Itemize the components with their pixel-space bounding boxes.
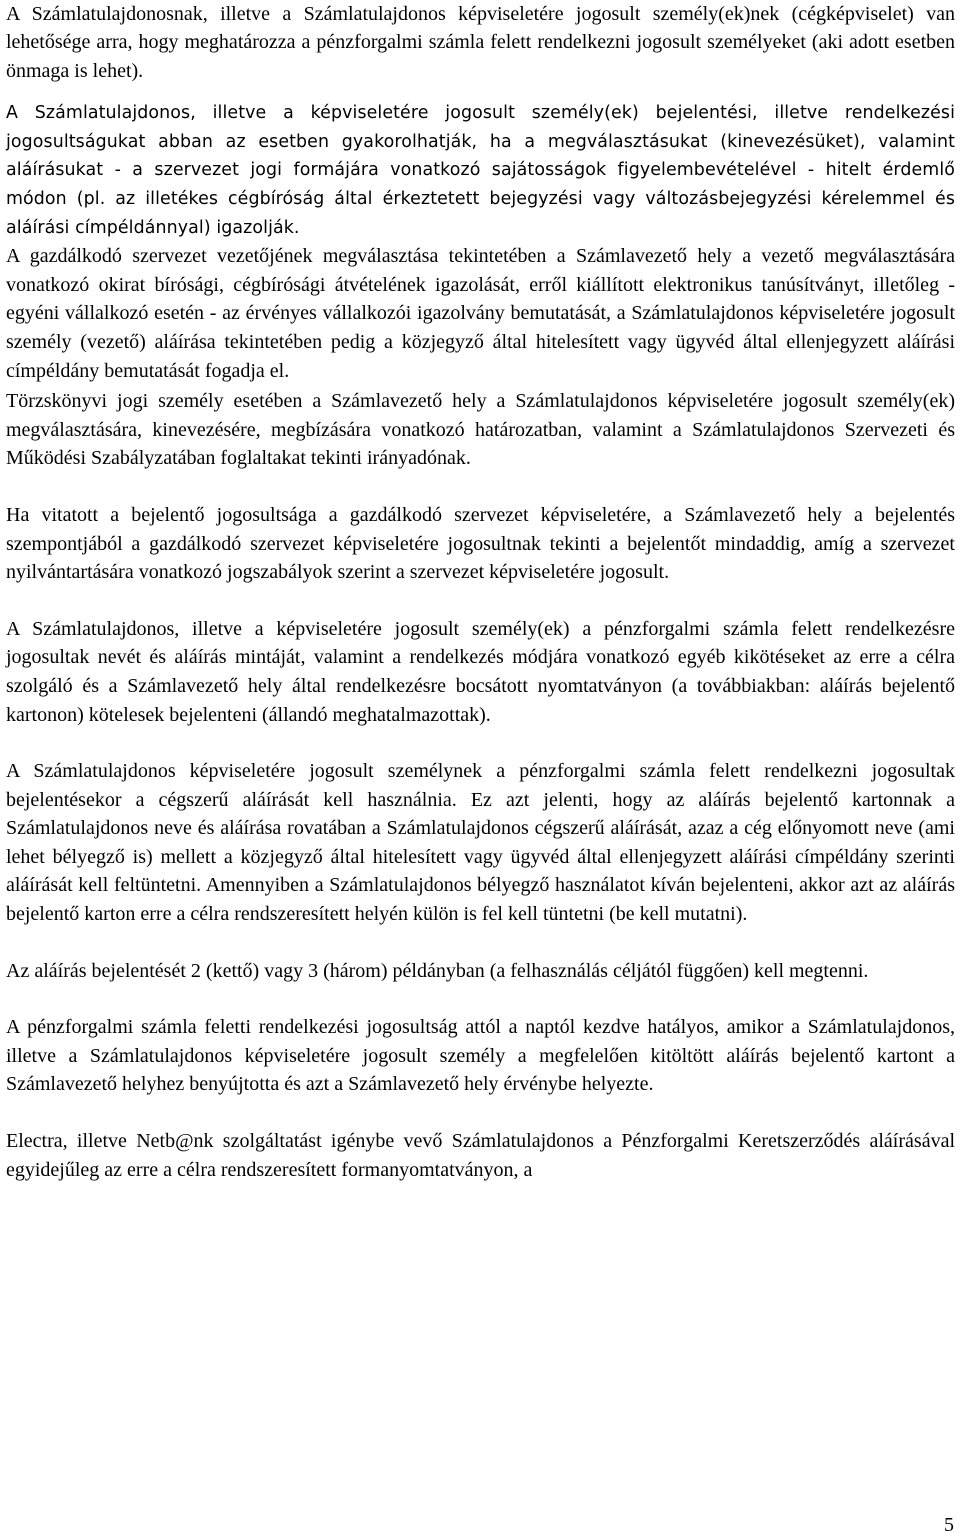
paragraph-electra-netbank: Electra, illetve Netb@nk szolgáltatást igénybe vevő Számlatulajdonos a Pénzforgalmi Keretszerződés aláírásával egyidejűleg az erre a célra rendszeresített formanyomtatványon, a	[6, 1130, 955, 1181]
document-page	[6, 0, 955, 1184]
paragraph-intro: A Számlatulajdonosnak, illetve a Számlatulajdonos képviseletére jogosult személy(ek)nek (cégképviselet) van lehetősége arra, hogy meghatározza a pénzforgalmi számla felett rendelkezni jogosult személyeket (aki adott esetben önmaga is lehet).	[6, 3, 955, 82]
paragraph-public-body: Törzskönyvi jogi személy esetében a Számlavezető hely a Számlatulajdonos képviseletére jogosult személy(ek) megválasztására, kinevezésére, megbízására vonatkozó határozatban, valamint a Számlatulajdonos Szervezeti és Működési Szabályzatában foglaltakat tekinti irányadónak.	[6, 390, 955, 470]
paragraph-signature-card: A Számlatulajdonos, illetve a képviseletére jogosult személy(ek) a pénzforgalmi számla felett rendelkezésre jogosultak nevét és aláírás mintáját, valamint a rendelkezés módjára vonatkozó egyéb kikötéseket az erre a célra szolgáló és a Számlavezető hely által rendelkezésre bocsátott nyomtatványon (a továbbiakban: aláírás bejelentő kartonon) kötelesek bejelenteni (állandó meghatalmazottak).	[6, 617, 955, 726]
page-number: 5	[944, 1514, 954, 1536]
paragraph-effective-date: A pénzforgalmi számla feletti rendelkezési jogosultság attól a naptól kezdve hatályos, amikor a Számlatulajdonos, illetve a Számlatulajdonos képviseletére jogosult személy a megfelelően kitöltött aláírás bejelentő kartont a Számlavezető helyhez benyújtotta és azt a Számlavezető hely érvénybe helyezte.	[6, 1016, 955, 1096]
paragraph-manager-election: A gazdálkodó szervezet vezetőjének megválasztása tekintetében a Számlavezető hely a vezető megválasztására vonatkozó okirat bírósági, cégbírósági átvételének igazolását, erről kiállított elektronikus tanúsítványt, illetőleg - egyéni vállalkozó esetén - az érvényes vállalkozói igazolvány bemutatását, a Számlatulajdonos képviseletére jogosult személy (vezető) aláírása tekintetében pedig a közjegyző által hitelesített vagy ügyvéd által ellenjegyzett aláírási címpéldány bemutatását fogadja el.	[6, 245, 955, 382]
paragraph-disputed-rights: Ha vitatott a bejelentő jogosultsága a gazdálkodó szervezet képviseletére, a Számlavezető hely a bejelentés szempontjából a gazdálkodó szervezet képviseletére jogosultnak tekinti a bejelentőt mindaddig, amíg a szervezet nyilvántartására vonatkozó jogszabályok szerint a szervezet képviseletére jogosult.	[6, 503, 955, 584]
paragraph-copies: Az aláírás bejelentését 2 (kettő) vagy 3 (három) példányban (a felhasználás céljától függően) kell megtenni.	[6, 959, 869, 982]
paragraph-company-signature: A Számlatulajdonos képviseletére jogosult személynek a pénzforgalmi számla felett rendelkezni jogosultak bejelentésekor a cégszerű aláírását kell használnia. Ez azt jelenti, hogy az aláírás bejelentő kartonnak a Számlatulajdonos neve és aláírása rovatában a Számlatulajdonos cégszerű aláírását, azaz a cég előnyomott neve (ami lehet bélyegző is) mellett a közjegyző által hitelesített vagy ügyvéd által ellenjegyzett aláírási címpéldány szerinti aláírását kell feltüntetni. Amennyiben a Számlatulajdonos bélyegző használatot kíván bejelenteni, akkor azt az aláírás bejelentő karton erre a célra rendszeresített helyén külön is fel kell tüntetni (be kell mutatni).	[6, 760, 955, 926]
paragraph-rights-conditions: A Számlatulajdonos, illetve a képviseletére jogosult személy(ek) bejelentési, illetve rendelkezési jogosultságukat abban az esetben gyakorolhatják, ha a megválasztásukat (kinevezésüket), valamint aláírásukat - a szervezet jogi formájára vonatkozó sajátosságok figyelembevételével - hitelt érdemlő módon (pl. az illetékes cégbíróság által érkeztetett bejegyzési vagy változásbejegyzési kérelemmel és aláírási címpéldánnyal) igazolják.	[6, 103, 955, 238]
